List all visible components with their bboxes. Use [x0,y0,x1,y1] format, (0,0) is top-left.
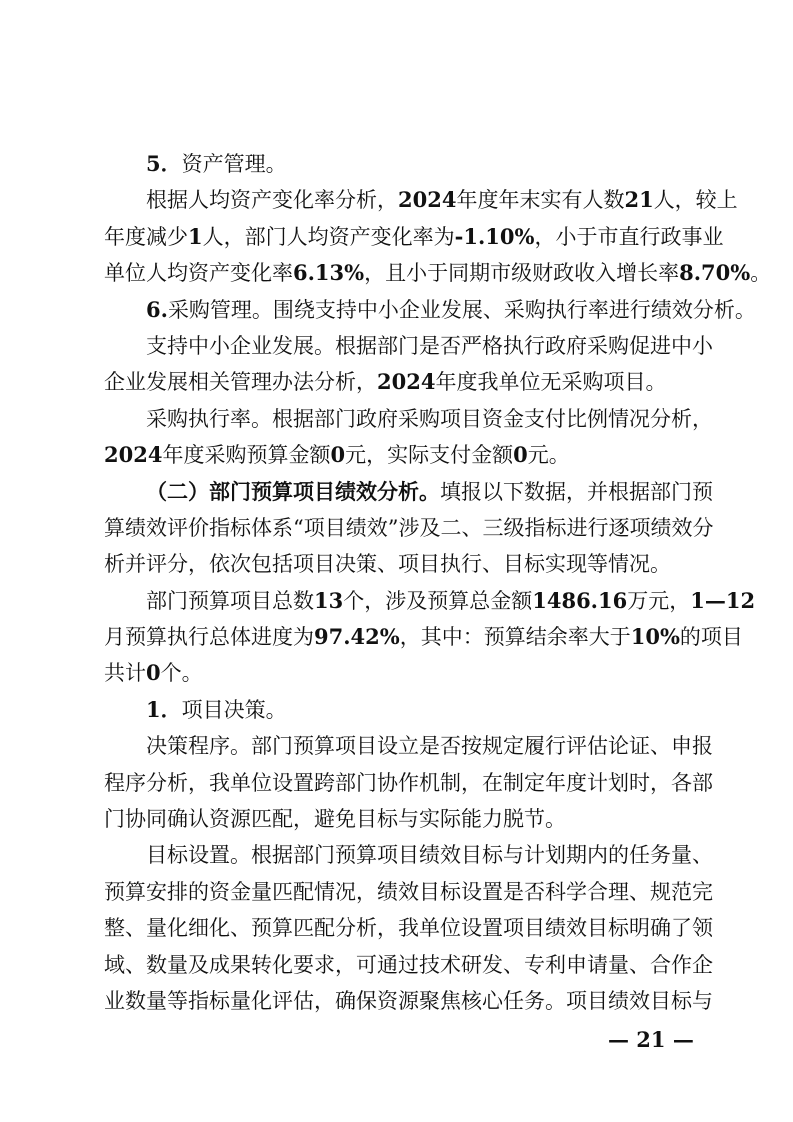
paragraph-line: 目标设置。根据部门预算项目绩效目标与计划期内的任务量、 [146,843,713,868]
paragraph-line: 共计0个。 [104,660,203,686]
paragraph-line: 2024年度采购预算金额0元，实际支付金额0元。 [104,442,570,468]
paragraph-line: 算绩效评价指标体系“项目绩效”涉及二、三级指标进行逐项绩效分 [104,515,714,540]
section-heading: 6.采购管理。围绕支持中小企业发展、采购执行率进行绩效分析。 [146,296,756,322]
paragraph-line: 企业发展相关管理办法分析，2024年度我单位无采购项目。 [104,369,667,395]
paragraph-line: 整、量化细化、预算匹配分析，我单位设置项目绩效目标明确了领 [104,916,713,941]
paragraph-line: 部门预算项目总数13个，涉及预算总金额1486.16万元，1—12 [146,587,756,613]
paragraph-line: 单位人均资产变化率6.13%，且小于同期市级财政收入增长率8.70%。 [104,260,772,286]
section-heading: 1．项目决策。 [146,696,287,722]
paragraph-line: 根据人均资产变化率分析，2024年度年末实有人数21人，较上 [146,187,738,213]
paragraph-line: 业数量等指标量化评估，确保资源聚焦核心任务。项目绩效目标与 [104,988,713,1013]
paragraph-line: 采购执行率。根据部门政府采购项目资金支付比例情况分析， [146,406,713,431]
paragraph-line: 年度减少1人，部门人均资产变化率为-1.10%，小于市直行政事业 [104,223,724,249]
section-heading: （二）部门预算项目绩效分析。填报以下数据，并根据部门预 [146,478,713,504]
page-number: — 21 — [608,1027,694,1052]
section-heading: 5．资产管理。 [146,151,287,176]
paragraph-line: 决策程序。部门预算项目设立是否按规定履行评估论证、申报 [146,734,713,759]
paragraph-line: 月预算执行总体进度为97.42%，其中：预算结余率大于10%的项目 [104,624,743,650]
paragraph-line: 门协同确认资源匹配，避免目标与实际能力脱节。 [104,807,566,832]
paragraph-line: 析并评分，依次包括项目决策、项目执行、目标实现等情况。 [104,552,671,577]
paragraph-line: 程序分析，我单位设置跨部门协作机制，在制定年度计划时，各部 [104,770,713,795]
paragraph-line: 支持中小企业发展。根据部门是否严格执行政府采购促进中小 [146,333,713,358]
body-text [104,146,772,1019]
paragraph-line: 域、数量及成果转化要求，可通过技术研发、专利申请量、合作企 [104,952,713,977]
paragraph-line: 预算安排的资金量匹配情况，绩效目标设置是否科学合理、规范完 [104,879,713,904]
